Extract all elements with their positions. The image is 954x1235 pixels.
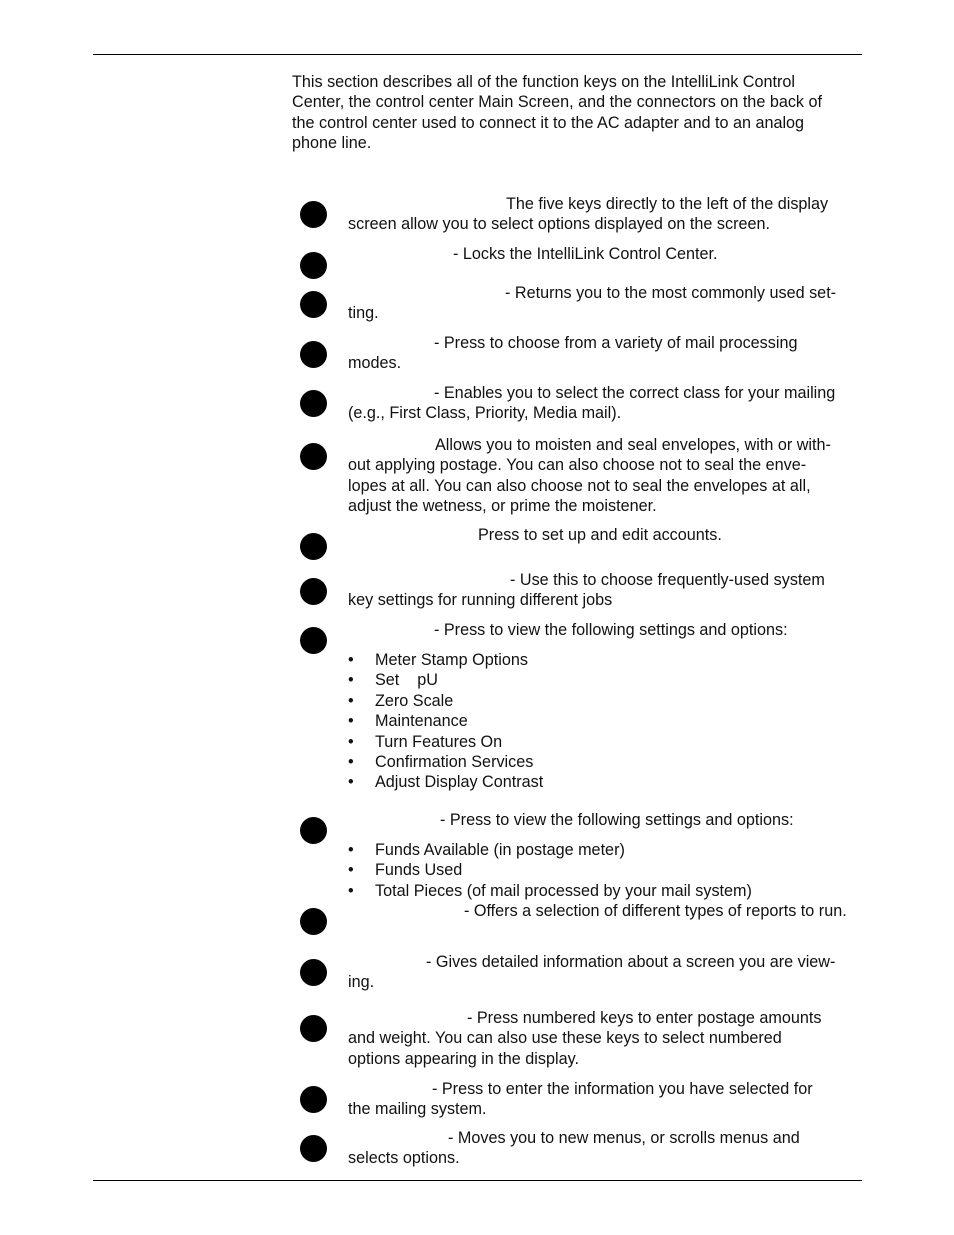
list-item-text: Total Pieces (of mail processed by your mail system) bbox=[375, 881, 752, 900]
list-item bbox=[348, 670, 862, 690]
intro-line: phone line. bbox=[292, 134, 372, 153]
entry-options-key bbox=[348, 620, 862, 640]
entry-line: lopes at all. You can also choose not to seal the envelopes at all, bbox=[348, 476, 811, 495]
list-item bbox=[348, 881, 862, 901]
entry-line: - Press numbered keys to enter postage amounts bbox=[467, 1009, 822, 1027]
entry-line: ing. bbox=[348, 973, 375, 992]
entry-line: key settings for running different jobs bbox=[348, 591, 613, 610]
entry-line: and weight. You can also use these keys to select numbered bbox=[348, 1029, 782, 1048]
intro-line: the control center used to connect it to the AC adapter and to an analog bbox=[292, 113, 805, 132]
entry-line: - Press to enter the information you have selected for bbox=[432, 1080, 813, 1098]
entry-line: - Offers a selection of different types of reports to run. bbox=[464, 902, 847, 920]
entry-line: selects options. bbox=[348, 1149, 460, 1168]
funds-list bbox=[348, 840, 862, 901]
entry-line: - Returns you to the most commonly used set- bbox=[505, 284, 837, 302]
list-item bbox=[348, 732, 862, 752]
entry-line: - Gives detailed information about a screen you are view- bbox=[426, 953, 836, 971]
entry-line: the mailing system. bbox=[348, 1100, 487, 1119]
entry-line: - Use this to choose frequently-used system bbox=[510, 571, 825, 589]
callout-marker-6 bbox=[300, 443, 327, 470]
entry-line: Allows you to moisten and seal envelopes, with or with- bbox=[435, 436, 831, 454]
bullet-mark: • bbox=[348, 712, 354, 731]
intro-paragraph bbox=[292, 72, 862, 154]
list-item-text: Maintenance bbox=[375, 712, 468, 731]
list-item-text: Zero Scale bbox=[375, 691, 454, 710]
bullet-mark: • bbox=[348, 752, 354, 771]
entry-line: - Press to view the following settings and options: bbox=[434, 621, 788, 639]
list-item bbox=[348, 650, 862, 670]
bullet-mark: • bbox=[348, 691, 354, 710]
entry-help-key bbox=[348, 952, 862, 993]
list-item-text: Confirmation Services bbox=[375, 752, 534, 771]
bullet-mark: • bbox=[348, 671, 354, 690]
entry-line: - Enables you to select the correct class for your mailing bbox=[434, 384, 836, 402]
intro-line: Center, the control center Main Screen, and the connectors on the back of bbox=[292, 93, 823, 112]
intro-line: This section describes all of the function keys on the IntelliLink Control bbox=[292, 73, 795, 91]
callout-marker-12 bbox=[300, 959, 327, 986]
entry-arrow-keys bbox=[348, 1128, 862, 1169]
bullet-mark: • bbox=[348, 773, 354, 792]
entry-mode-key bbox=[348, 333, 862, 374]
list-item bbox=[348, 772, 862, 792]
callout-marker-10 bbox=[300, 817, 327, 844]
list-item-text: Funds Available (in postage meter) bbox=[375, 841, 625, 859]
callout-marker-3 bbox=[300, 291, 327, 318]
entry-presets-key bbox=[348, 570, 862, 611]
entry-reports-key bbox=[348, 901, 862, 921]
entry-line: - Press to view the following settings and options: bbox=[440, 811, 794, 829]
entry-class-key bbox=[348, 383, 862, 424]
callout-marker-9 bbox=[300, 627, 327, 654]
entry-line: The five keys directly to the left of the display bbox=[506, 195, 829, 213]
entry-lock-key bbox=[348, 244, 862, 264]
list-item-text: Adjust Display Contrast bbox=[375, 773, 544, 792]
list-item bbox=[348, 840, 862, 860]
list-item-text: Meter Stamp Options bbox=[375, 651, 528, 669]
header-rule bbox=[93, 54, 862, 55]
list-item bbox=[348, 860, 862, 880]
callout-marker-7 bbox=[300, 533, 327, 560]
entry-line: ting. bbox=[348, 304, 379, 323]
list-item bbox=[348, 711, 862, 731]
entry-accounts-key bbox=[348, 525, 862, 545]
callout-marker-14 bbox=[300, 1086, 327, 1113]
entry-line: modes. bbox=[348, 354, 402, 373]
entry-line: - Press to choose from a variety of mail processing bbox=[434, 334, 798, 352]
entry-seal-key bbox=[348, 435, 862, 517]
bullet-mark: • bbox=[348, 881, 354, 900]
entry-home-key bbox=[348, 283, 862, 324]
list-item bbox=[348, 752, 862, 772]
entry-line: options appearing in the display. bbox=[348, 1049, 579, 1068]
callout-marker-15 bbox=[300, 1135, 327, 1162]
callout-marker-1 bbox=[300, 201, 327, 228]
entry-line: Press to set up and edit accounts. bbox=[478, 526, 722, 544]
callout-marker-5 bbox=[300, 390, 327, 417]
bullet-mark: • bbox=[348, 651, 354, 669]
list-item bbox=[348, 691, 862, 711]
entry-line: (e.g., First Class, Priority, Media mail). bbox=[348, 404, 622, 423]
callout-marker-11 bbox=[300, 908, 327, 935]
callout-marker-8 bbox=[300, 578, 327, 605]
options-list bbox=[348, 650, 862, 793]
list-item-text: Turn Features On bbox=[375, 732, 503, 751]
entry-line: adjust the wetness, or prime the moistener. bbox=[348, 497, 657, 516]
entry-numeric-keys bbox=[348, 1008, 862, 1069]
entry-funds-key bbox=[348, 810, 862, 830]
callout-marker-2 bbox=[300, 252, 327, 279]
callout-marker-13 bbox=[300, 1015, 327, 1042]
entry-line: - Moves you to new menus, or scrolls menus and bbox=[448, 1129, 800, 1147]
callout-marker-4 bbox=[300, 341, 327, 368]
bullet-mark: • bbox=[348, 861, 354, 880]
entry-line: screen allow you to select options displayed on the screen. bbox=[348, 215, 771, 234]
bullet-mark: • bbox=[348, 732, 354, 751]
entry-line: out applying postage. You can also choose not to seal the enve- bbox=[348, 456, 807, 475]
footer-rule bbox=[93, 1180, 862, 1181]
entry-soft-keys bbox=[348, 194, 862, 235]
list-item-text: Set pU bbox=[375, 671, 438, 690]
entry-enter-key bbox=[348, 1079, 862, 1120]
list-item-text: Funds Used bbox=[375, 861, 463, 880]
entry-line: - Locks the IntelliLink Control Center. bbox=[453, 245, 718, 263]
bullet-mark: • bbox=[348, 841, 354, 859]
